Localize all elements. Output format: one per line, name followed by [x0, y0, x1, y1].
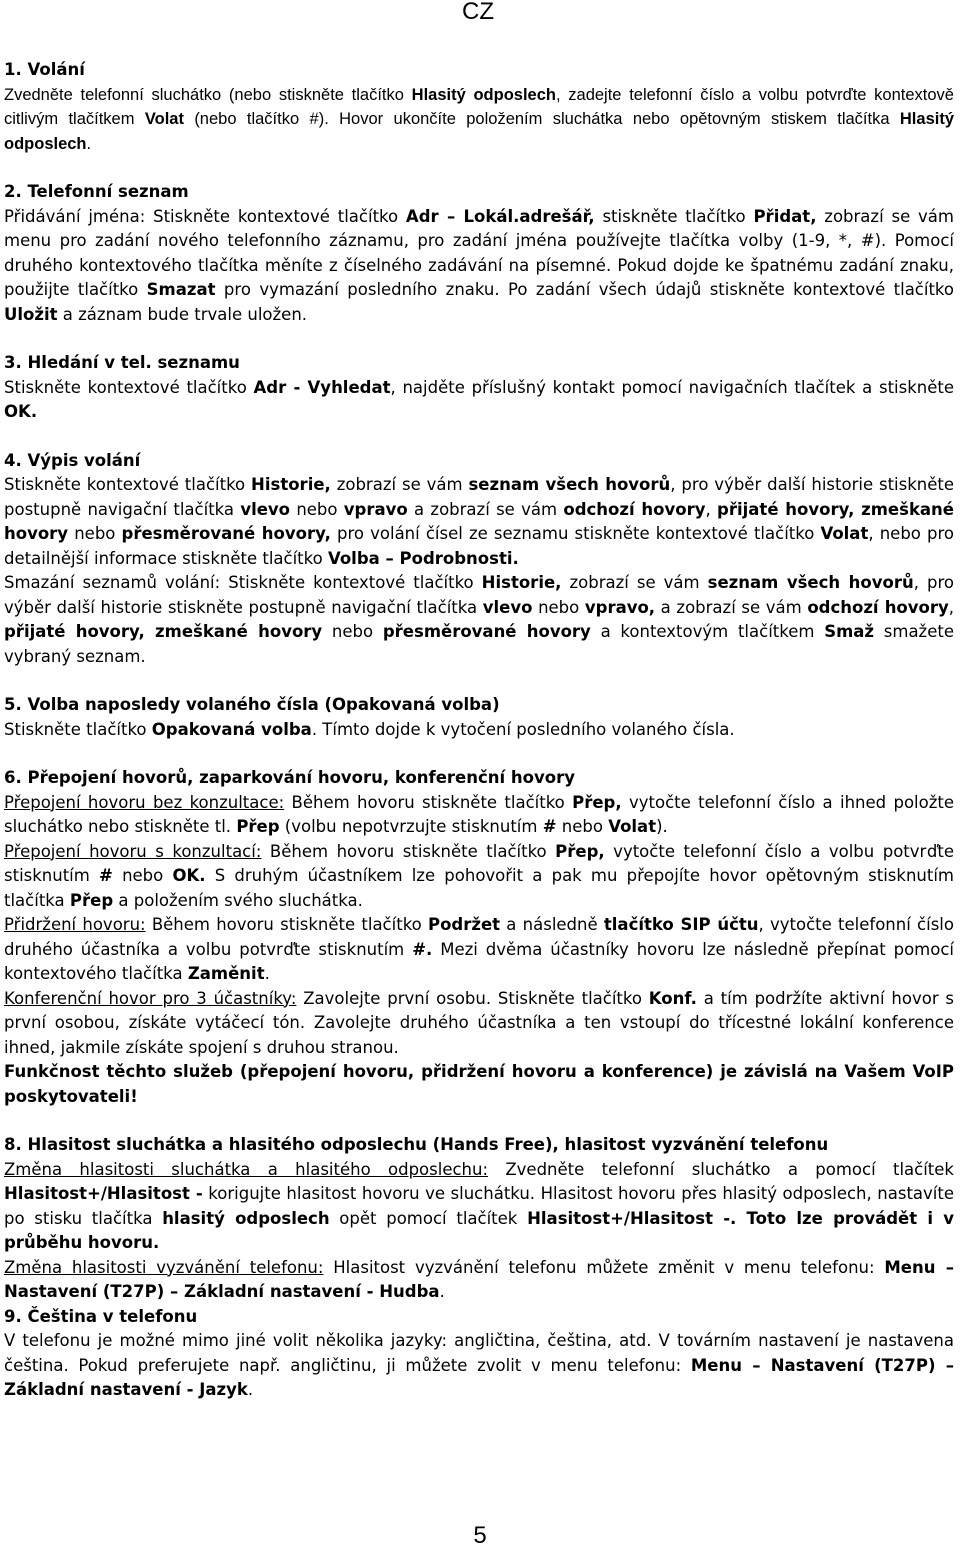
text: nebo	[290, 499, 344, 519]
text: Stiskněte tlačítko	[4, 719, 152, 739]
text: stiskněte tlačítko	[594, 206, 754, 226]
bold-text: vlevo	[240, 499, 291, 519]
section-redial	[4, 693, 954, 742]
text: korigujte hlasitost hovoru ve sluchátku. Hlasitost hovoru přes hlasitý odposlech, nastavíte po stisku tlačítka	[4, 1184, 955, 1228]
text: , vytočte telefonní číslo druhého účastníka a volbu potvrďte stisknutím	[4, 915, 954, 959]
underlined-heading: Změna hlasitosti sluchátka a hlasitého odposlechu:	[4, 1159, 489, 1179]
text: . Tímto dojde k vytočení posledního volaného čísla.	[311, 719, 735, 739]
text: a položením svého sluchátka.	[113, 890, 363, 910]
text: .	[439, 1282, 445, 1301]
text: zobrazí se vám	[330, 475, 469, 494]
bold-text: Menu – Nastavení (T27P) – Základní nastavení - Jazyk	[4, 1355, 954, 1399]
text: a následně	[500, 915, 604, 934]
bold-text: přijaté hovory, zmeškané hovory	[4, 499, 954, 543]
text: a zobrazí se vám	[655, 597, 808, 617]
paragraph	[4, 1329, 954, 1403]
paragraph	[4, 791, 954, 840]
text: Během hovoru stiskněte tlačítko	[261, 841, 556, 861]
paragraph	[4, 83, 954, 157]
text: (nebo tlačítko #). Hovor ukončíte položením sluchátka nebo opětovným stiskem tlačítka	[183, 110, 900, 128]
text: vytočte telefonní číslo a ihned položte sluchátko nebo stiskněte tl.	[4, 792, 955, 836]
text: S druhým účastníkem lze pohovořit a pak mu přepojíte hovor opětovným stisknutím tlačítka	[4, 866, 955, 910]
paragraph	[4, 205, 954, 328]
text: ,	[705, 499, 718, 519]
section-volume	[4, 1133, 954, 1305]
bold-text: Přep	[69, 890, 114, 910]
paragraph	[4, 571, 954, 669]
bold-text: Adr - Vyhledat	[253, 377, 391, 397]
text: opět pomocí tlačítek	[329, 1208, 528, 1228]
bold-text: Historie,	[251, 475, 331, 494]
text: .	[247, 1380, 254, 1399]
bold-text: OK.	[4, 402, 38, 421]
bold-text: seznam všech hovorů	[468, 475, 671, 494]
section-title: 9. Čeština v telefonu	[4, 1306, 198, 1326]
paragraph	[4, 913, 954, 987]
text: Stiskněte kontextové tlačítko	[4, 475, 252, 494]
text: pro vymazání posledního znaku. Po zadání všech údajů stiskněte kontextové tlačítko	[215, 280, 954, 299]
bold-text: Hlasitost+/Hlasitost -. Toto lze provádět i v průběhu hovoru.	[4, 1208, 955, 1252]
text: a tím podržíte aktivní hovor s první osobou, získáte vytáčecí tón. Zavolejte druhého účastníka a ten vstoupí do třícestné lokální konference ihned, jakmile získáte spojení s druhou stranou.	[4, 988, 955, 1057]
bold-text: OK.	[172, 866, 206, 885]
text: Zvedněte telefonní sluchátko (nebo stiskněte tlačítko	[4, 85, 412, 104]
paragraph	[4, 473, 954, 571]
bold-text: Funkčnost těchto služeb (přepojení hovoru, přidržení hovoru a konference) je závislá na Vašem VoIP poskytovateli!	[4, 1062, 954, 1106]
text: a záznam bude trvale uložen.	[57, 304, 308, 324]
section-title: 1. Volání	[4, 60, 85, 79]
text: , pro výběr další historie stiskněte postupně navigační tlačítka	[4, 573, 954, 617]
paragraph	[4, 376, 954, 425]
section-title: 3. Hledání v tel. seznamu	[4, 353, 240, 372]
bold-text: vpravo,	[584, 597, 656, 617]
text: .	[264, 964, 270, 983]
underlined-heading: Změna hlasitosti vyzvánění telefonu:	[4, 1257, 324, 1277]
bold-text: Hlasitý odposlech	[411, 85, 556, 104]
bold-text: odchozí hovory	[807, 597, 949, 617]
bold-text: Volat	[820, 524, 869, 543]
bold-text: Přidat,	[753, 206, 817, 226]
text: nebo	[322, 622, 383, 641]
section-title: 4. Výpis volání	[4, 450, 141, 470]
bold-text: Smazat	[146, 280, 216, 299]
bold-text: Volat	[144, 110, 184, 128]
page-number: 5	[473, 1522, 487, 1549]
bold-text: vpravo	[343, 499, 408, 519]
paragraph	[4, 1158, 954, 1256]
text: Během hovoru stiskněte tlačítko	[145, 915, 428, 934]
section-call-log	[4, 449, 954, 670]
text: Přidávání jména: Stiskněte kontextové tlačítko	[4, 206, 406, 226]
text: Mezi dvěma účastníky hovoru lze následně přepínat pomocí kontextového tlačítka	[4, 939, 954, 983]
text: zobrazí se vám	[561, 573, 708, 592]
underlined-heading: Konferenční hovor pro 3 účastníky:	[4, 988, 297, 1008]
underlined-heading: Přepojení hovoru bez konzultace:	[4, 792, 285, 812]
bold-text: vlevo	[482, 597, 533, 617]
bold-text: Hlasitý odposlech	[4, 110, 954, 153]
text: Hlasitost vyzvánění telefonu můžete změnit v menu telefonu:	[323, 1257, 885, 1277]
text: nebo	[112, 866, 173, 885]
text: Zavolejte první osobu. Stiskněte tlačítko	[296, 988, 649, 1008]
bold-text: Hlasitost+/Hlasitost -	[4, 1184, 203, 1203]
bold-text: Podržet	[428, 915, 501, 934]
section-calling	[4, 58, 954, 156]
text: a kontextovým tlačítkem	[590, 622, 825, 641]
bold-text: Konf.	[648, 988, 697, 1008]
bold-text: Přep,	[555, 841, 605, 861]
bold-text: přijaté hovory, zmeškané hovory	[4, 622, 323, 641]
paragraph	[4, 718, 954, 743]
underlined-heading: Přidržení hovoru:	[4, 915, 146, 934]
bold-text: přesměrované hovory	[382, 622, 591, 641]
bold-text: Volat	[608, 817, 657, 836]
section-search	[4, 351, 954, 425]
section-title: 5. Volba naposledy volaného čísla (Opakovaná volba)	[4, 695, 500, 714]
bold-text: odchozí hovory	[563, 499, 706, 519]
bold-text: Historie,	[481, 573, 562, 592]
text: (volbu nepotvrzujte stisknutím	[279, 817, 543, 836]
text: .	[86, 134, 92, 153]
bold-text: Adr – Lokál.adrešář,	[405, 206, 595, 226]
section-title: 6. Přepojení hovorů, zaparkování hovoru, konferenční hovory	[4, 768, 575, 787]
bold-text: tlačítko SIP účtu	[603, 915, 759, 934]
paragraph	[4, 987, 954, 1061]
bold-text: Přep,	[572, 792, 622, 812]
text: pro volání čísel ze seznamu stiskněte kontextové tlačítko	[330, 524, 821, 543]
bold-text: #	[99, 866, 113, 885]
paragraph	[4, 1256, 954, 1305]
text: vytočte telefonní číslo a volbu potvrďte stisknutím	[4, 841, 954, 885]
provider-note	[4, 1060, 954, 1109]
bold-text: Zaměnit	[187, 964, 265, 983]
text: a zobrazí se vám	[407, 499, 564, 519]
section-phonebook	[4, 180, 954, 327]
section-language	[4, 1305, 954, 1403]
text: nebo	[532, 597, 585, 617]
bold-text: hlasitý odposlech	[162, 1208, 330, 1228]
bold-text: #.	[412, 939, 433, 959]
bold-text: Uložit	[4, 304, 58, 324]
paragraph	[4, 840, 954, 914]
page-header-language: CZ	[462, 0, 494, 25]
text: nebo	[556, 817, 609, 836]
text: , pro výběr další historie stiskněte postupně navigační tlačítka	[4, 475, 955, 519]
text: V telefonu je možné mimo jiné volit několika jazyky: angličtina, čeština, atd. V továrním nastavení je nastavena čeština. Pokud preferujete např. angličtinu, ji můžete zvolit v menu telefonu:	[4, 1331, 954, 1375]
bold-text: Přep	[236, 817, 280, 836]
bold-text: přesměrované hovory,	[121, 524, 331, 543]
section-transfer-conference	[4, 766, 954, 1109]
bold-text: seznam všech hovorů	[707, 573, 914, 592]
text: nebo	[68, 524, 122, 543]
text: Smazání seznamů volání: Stiskněte kontextové tlačítko	[4, 573, 482, 592]
text: Během hovoru stiskněte tlačítko	[284, 792, 573, 812]
manual-body	[4, 58, 954, 1403]
bold-text: Menu – Nastavení (T27P) – Základní nastavení - Hudba	[4, 1257, 954, 1301]
text: , najděte příslušný kontakt pomocí navigačních tlačítek a stiskněte	[390, 377, 955, 397]
section-title: 8. Hlasitost sluchátka a hlasitého odposlechu (Hands Free), hlasitost vyzvánění telefonu	[4, 1135, 829, 1154]
bold-text: Smaž	[824, 622, 875, 641]
text: ).	[656, 817, 668, 836]
text: , nebo pro detailnější informace stiskněte tlačítko	[4, 524, 955, 568]
text: Stiskněte kontextové tlačítko	[4, 377, 254, 397]
bold-text: Opakovaná volba	[151, 719, 312, 739]
text: Zvedněte telefonní sluchátko a pomocí tlačítek	[488, 1159, 954, 1179]
section-title: 2. Telefonní seznam	[4, 182, 189, 201]
underlined-heading: Přepojení hovoru s konzultací:	[4, 841, 262, 861]
text: , zadejte telefonní číslo a volbu potvrďte kontextově citlivým tlačítkem	[4, 85, 954, 128]
text: ,	[948, 597, 955, 617]
text: smažete vybraný seznam.	[4, 622, 954, 666]
bold-text: #	[542, 817, 557, 836]
text: zobrazí se vám menu pro zadání nového telefonního záznamu, pro zadání jména používejte tlačítka volby (1-9, *, #). Pomocí druhého kontextového tlačítka měníte z číselného zadávání na písemné. Pokud dojde ke špatnému zadání znaku, použijte tlačítko	[4, 206, 954, 299]
bold-text: Volba – Podrobnosti.	[327, 548, 519, 568]
